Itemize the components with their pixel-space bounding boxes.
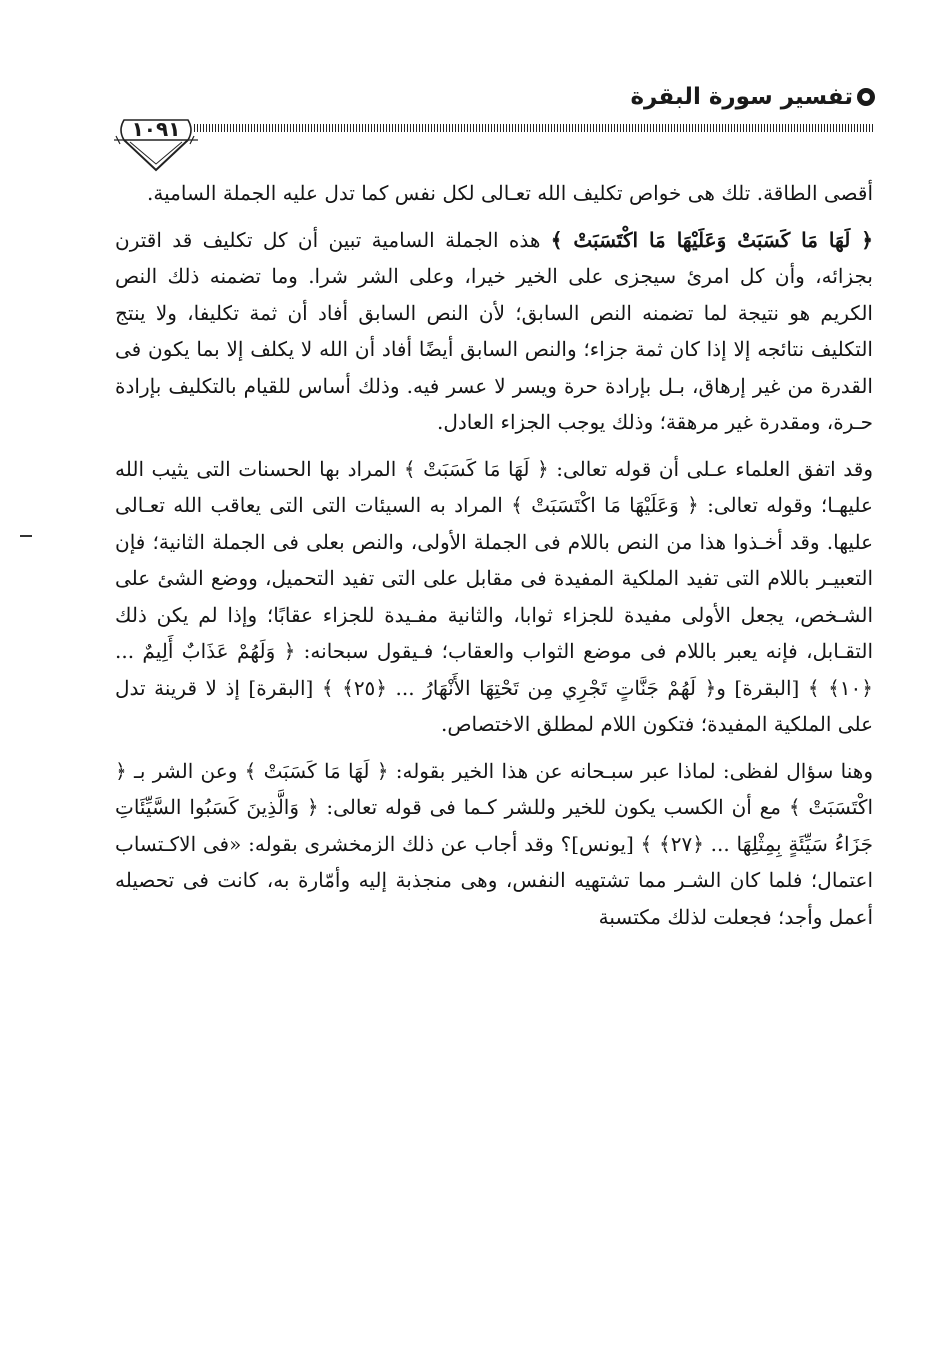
paragraph-4-text: وهنا سؤال لفظى: لماذا عبر سبـحانه عن هذا الخير بقوله: ﴿ لَهَا مَا كَسَبَتْ ﴾ وعن الشر بـ ﴿ اكْتَسَبَتْ ﴾ مع أن الكسب يكون للخير وللشر كـما فى قوله تعالى: ﴿ وَالَّذِينَ كَسَبُوا السَّيِّئَاتِ جَزَاءُ سَيِّئَةٍ بِمِثْلِهَا ... ﴿٢٧﴾ ﴾ [يونس]؟ وقد أجاب عن ذلك الزمخشرى بقوله: «فى الاكـتساب اعتمال؛ فلما كان الشـر مما تشتهيه النفس، وهى منجذبة إليه وأمّارة به، كانت فى تحصيله أعمل وأجد؛ فجعلت لذلك مكتسبة <box>115 758 873 929</box>
page-number-badge <box>110 108 202 178</box>
quran-quote: ﴿ لَهَا مَا كَسَبَتْ وَعَلَيْهَا مَا اكْتَسَبَتْ ﴾ <box>550 227 873 252</box>
header-rule <box>194 124 875 132</box>
page-header <box>110 78 875 168</box>
body-text <box>115 175 873 935</box>
flower-ornament-icon <box>857 88 875 106</box>
paragraph-1 <box>115 175 873 212</box>
paragraph-4 <box>115 753 873 936</box>
running-title: تفسير سورة البقرة <box>630 84 853 110</box>
paragraph-3-text: وقد اتفق العلماء عـلى أن قوله تعالى: ﴿ لَهَا مَا كَسَبَتْ ﴾ المراد بها الحسنات التى يثيب الله عليهـا؛ وقوله تعالى: ﴿ وَعَلَيْهَا مَا اكْتَسَبَتْ ﴾ المراد به السيئات التى التى يعاقب الله تعـالى عليها. وقد أخـذوا هذا من النص باللام فى الجملة الأولى، والنص بعلى فى الجملة الثانية؛ فإن التعبيـر باللام التى تفيد الملكية المفيدة فى مقابل على التى تفيد التحميل، ووضع الشئ على الشـخص، يجعل الأولى مفيدة للجزاء ثوابا، والثانية مفـيدة للجزاء عقابًا؛ وإذا لم يكن ذلك التقـابل، فإنه يعبر باللام فى موضع الثواب والعقاب؛ فـيقول سبحانه: ﴿ وَلَهُمْ عَذَابٌ أَلِيمٌ ... ﴿١٠﴾ ﴾ [البقرة] و﴿ لَهُمْ جَنَّاتٍ تَجْرِي مِن تَحْتِهَا الأَنْهَارُ ... ﴿٢٥﴾ ﴾ [البقرة] إذ لا قرينة تدل على الملكية المفيدة؛ فتكون اللام لمطلق الاختصاص. <box>115 456 873 736</box>
paragraph-3 <box>115 451 873 743</box>
page-number: ١٠٩١ <box>131 117 181 141</box>
margin-mark <box>20 535 32 537</box>
paragraph-2 <box>115 222 873 441</box>
paragraph-2-text: هذه الجملة السامية تبين أن كل تكليف قد اقترن بجزائه، وأن كل امرئ سيجزى على الخير خيرا، وعلى الشر شرا. وما تضمنه ذلك النص الكريم هو نتيجة لما تضمنه النص السابق؛ لأن النص السابق أفاد أن ثمة تكليفا، ولا ينتج التكليف نتائجه إلا إذا كان ثمة جزاء؛ والنص السابق أيضًا أفاد أن الله لا يكلف إلا بما يكون فى القدرة من غير إرهاق، بـل بإرادة حرة ويسر لا عسر فيه. وذلك أساس للقيام بالتكليف بإرادة حـرة، ومقدرة غير مرهقة؛ وذلك يوجب الجزاء العادل. <box>115 227 873 434</box>
paragraph-1-text: أقصى الطاقة. تلك هى خواص تكليف الله تعـالى لكل نفس كما تدل عليه الجملة السامية. <box>147 181 873 205</box>
